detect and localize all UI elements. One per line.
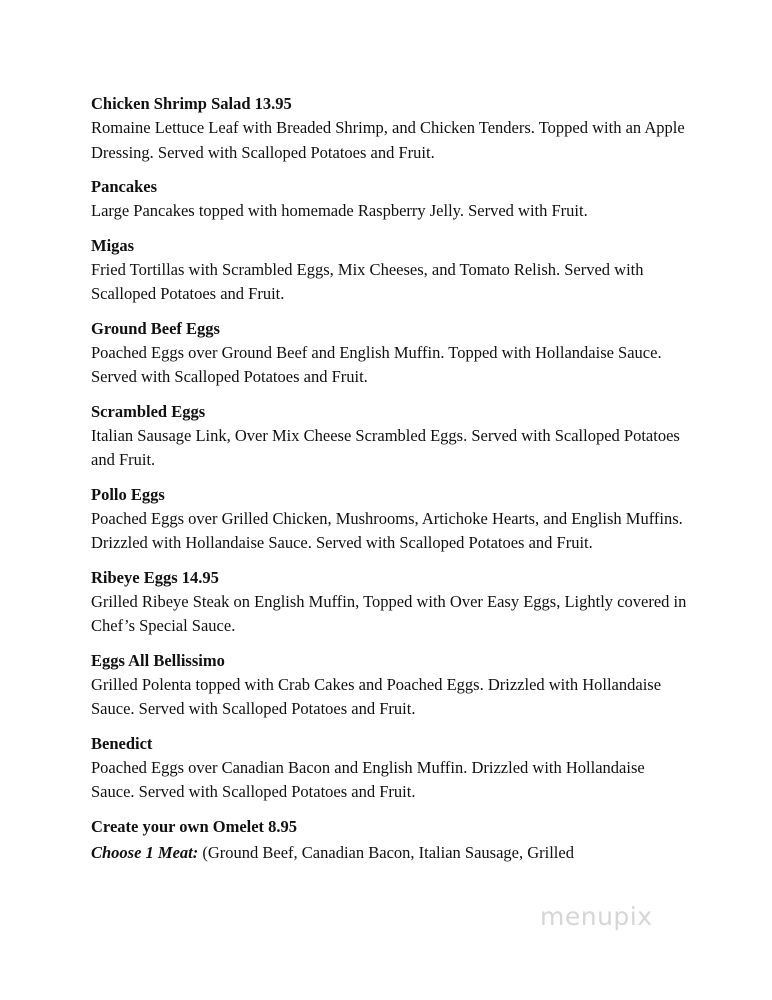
menu-item-description: Grilled Polenta topped with Crab Cakes and Poached Eggs. Drizzled with Hollandaise Sauce. Served with Scalloped Potatoes and Fruit. — [91, 674, 662, 718]
menu-item-description: Grilled Ribeye Steak on English Muffin, Topped with Over Easy Eggs, Lightly covered in Chef’s Special Sauce. — [91, 591, 687, 635]
omelet-meat-line — [91, 841, 691, 866]
menu-item-title: Scrambled Eggs — [91, 401, 206, 421]
menu-item-title: Pancakes — [91, 177, 157, 196]
menu-item-title: Benedict — [91, 733, 153, 753]
menu-item-title: Migas — [91, 235, 135, 255]
menu-item-description: Poached Eggs over Grilled Chicken, Mushrooms, Artichoke Hearts, and English Muffins. Drizzled with Hollandaise Sauce. Served with Scalloped Potatoes and Fruit. — [91, 508, 683, 552]
menu-item-title: Ribeye Eggs 14.95 — [91, 567, 219, 587]
menu-item-description: Italian Sausage Link, Over Mix Cheese Scrambled Eggs. Served with Scalloped Potatoes and Fruit. — [91, 425, 680, 469]
menu-item — [91, 235, 691, 307]
omelet-section — [91, 816, 691, 866]
menu-item-description: Fried Tortillas with Scrambled Eggs, Mix Cheeses, and Tomato Relish. Served with Scalloped Potatoes and Fruit. — [91, 259, 644, 303]
menu-page — [91, 93, 691, 876]
menu-item-title: Eggs All Bellissimo — [91, 650, 225, 670]
menu-item-title: Ground Beef Eggs — [91, 318, 220, 338]
menu-item — [91, 401, 691, 473]
meat-options: (Ground Beef, Canadian Bacon, Italian Sausage, Grilled — [198, 842, 574, 862]
menu-item — [91, 176, 691, 224]
menu-item-description: Romaine Lettuce Leaf with Breaded Shrimp, and Chicken Tenders. Topped with an Apple Dressing. Served with Scalloped Potatoes and Fruit. — [91, 118, 685, 162]
menu-item — [91, 93, 691, 165]
menu-item-title: Chicken Shrimp Salad 13.95 — [91, 94, 292, 113]
menu-item — [91, 733, 691, 805]
menu-item-description: Poached Eggs over Canadian Bacon and English Muffin. Drizzled with Hollandaise Sauce. Served with Scalloped Potatoes and Fruit. — [91, 757, 645, 801]
menu-item — [91, 567, 691, 639]
menu-item — [91, 484, 691, 556]
menu-item — [91, 650, 691, 722]
menu-items — [91, 93, 691, 805]
menu-item-description: Large Pancakes topped with homemade Raspberry Jelly. Served with Fruit. — [91, 201, 588, 220]
menu-item-title: Pollo Eggs — [91, 484, 165, 504]
menu-item-description: Poached Eggs over Ground Beef and English Muffin. Topped with Hollandaise Sauce. Served with Scalloped Potatoes and Fruit. — [91, 342, 662, 386]
menu-item — [91, 318, 691, 390]
watermark-logo: menupix — [540, 902, 653, 931]
meat-label: Choose 1 Meat: — [91, 842, 199, 862]
omelet-title: Create your own Omelet 8.95 — [91, 816, 298, 836]
